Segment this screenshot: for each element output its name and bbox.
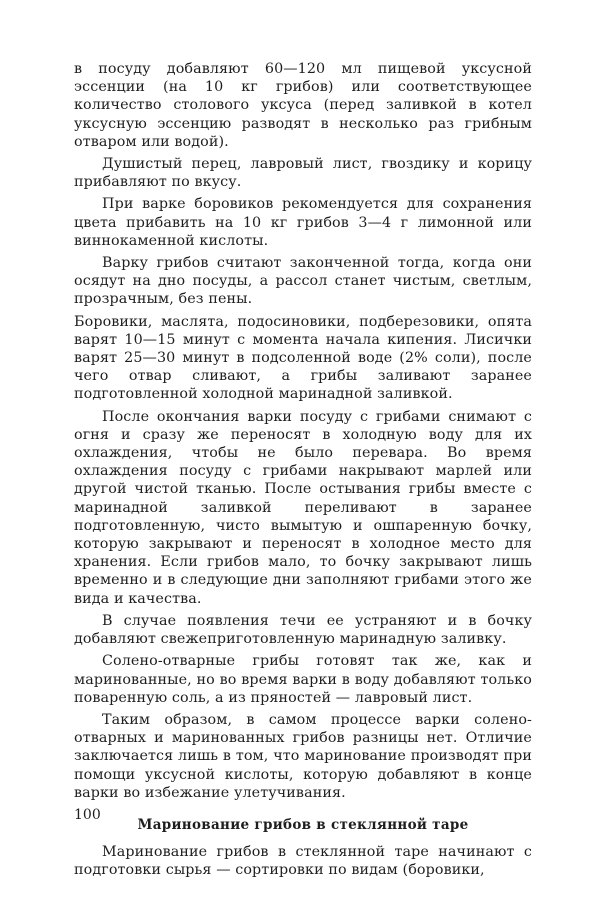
paragraph-5: Боровики, маслята, подосиновики, подберезовики, опята варят 10—15 минут с момента начала кипения. Лисички варят 25—30 минут в подсоленной воде (2% соли), после чего отвар сливают, а грибы заливают заранее подготовленной холодной маринадной заливкой. <box>74 313 532 403</box>
section-title: Маринование грибов в стеклянной таре <box>137 816 469 833</box>
paragraph-1: в посуду добавляют 60—120 мл пищевой уксусной эссенции (на 10 кг грибов) или соответствующее количество столового уксуса (перед заливкой в котел уксусную эссенцию разводят в несколько раз грибным отваром или водой). <box>74 61 532 150</box>
paragraph-3: При варке боровиков рекомендуется для сохранения цвета прибавить на 10 кг грибов 3—4 г лимонной или виннокаменной кислоты. <box>74 196 532 249</box>
paragraph-6: После окончания варки посуду с грибами снимают с огня и сразу же переносят в холодную воду для их охлаждения, чтобы не было перевара. Во время охлаждения посуду с грибами накрывают марлей или другой чистой тканью. После остывания грибы вместе с маринадной заливкой переливают в заранее подготовленную, чисто вымытую и ошпаренную бочку, которую закрывают и переносят в холодное место для хранения. Если грибов мало, то бочку закрывают лишь временно и в следующие дни заполняют грибами этого же вида и качества. <box>74 408 532 607</box>
page-number: 100 <box>74 807 101 823</box>
page-body <box>74 60 532 884</box>
paragraph-2: Душистый перец, лавровый лист, гвоздику и корицу прибавляют по вкусу. <box>74 156 532 191</box>
section-paragraph-1: Маринование грибов в стеклянной таре начинают с подготовки сырья — сортировки по видам (боровики, <box>74 844 532 879</box>
paragraph-9: Таким образом, в самом процессе варки солено-отварных и маринованных грибов разницы нет. Отличие заключается лишь в том, что маринование производят при помощи уксусной кислоты, которую добавляют в конце варки во избежание улетучивания. <box>74 711 532 801</box>
paragraph-8: Солено-отварные грибы готовят так же, как и маринованные, но во время варки в воду добавляют только поваренную соль, а из пряностей — лавровый лист. <box>74 653 532 706</box>
paragraph-4: Варку грибов считают законченной тогда, когда они осядут на дно посуды, а рассол станет чистым, светлым, прозрачным, без пены. <box>74 255 532 308</box>
paragraph-7: В случае появления течи ее устраняют и в бочку добавляют свежеприготовленную маринадную заливку. <box>74 612 532 648</box>
